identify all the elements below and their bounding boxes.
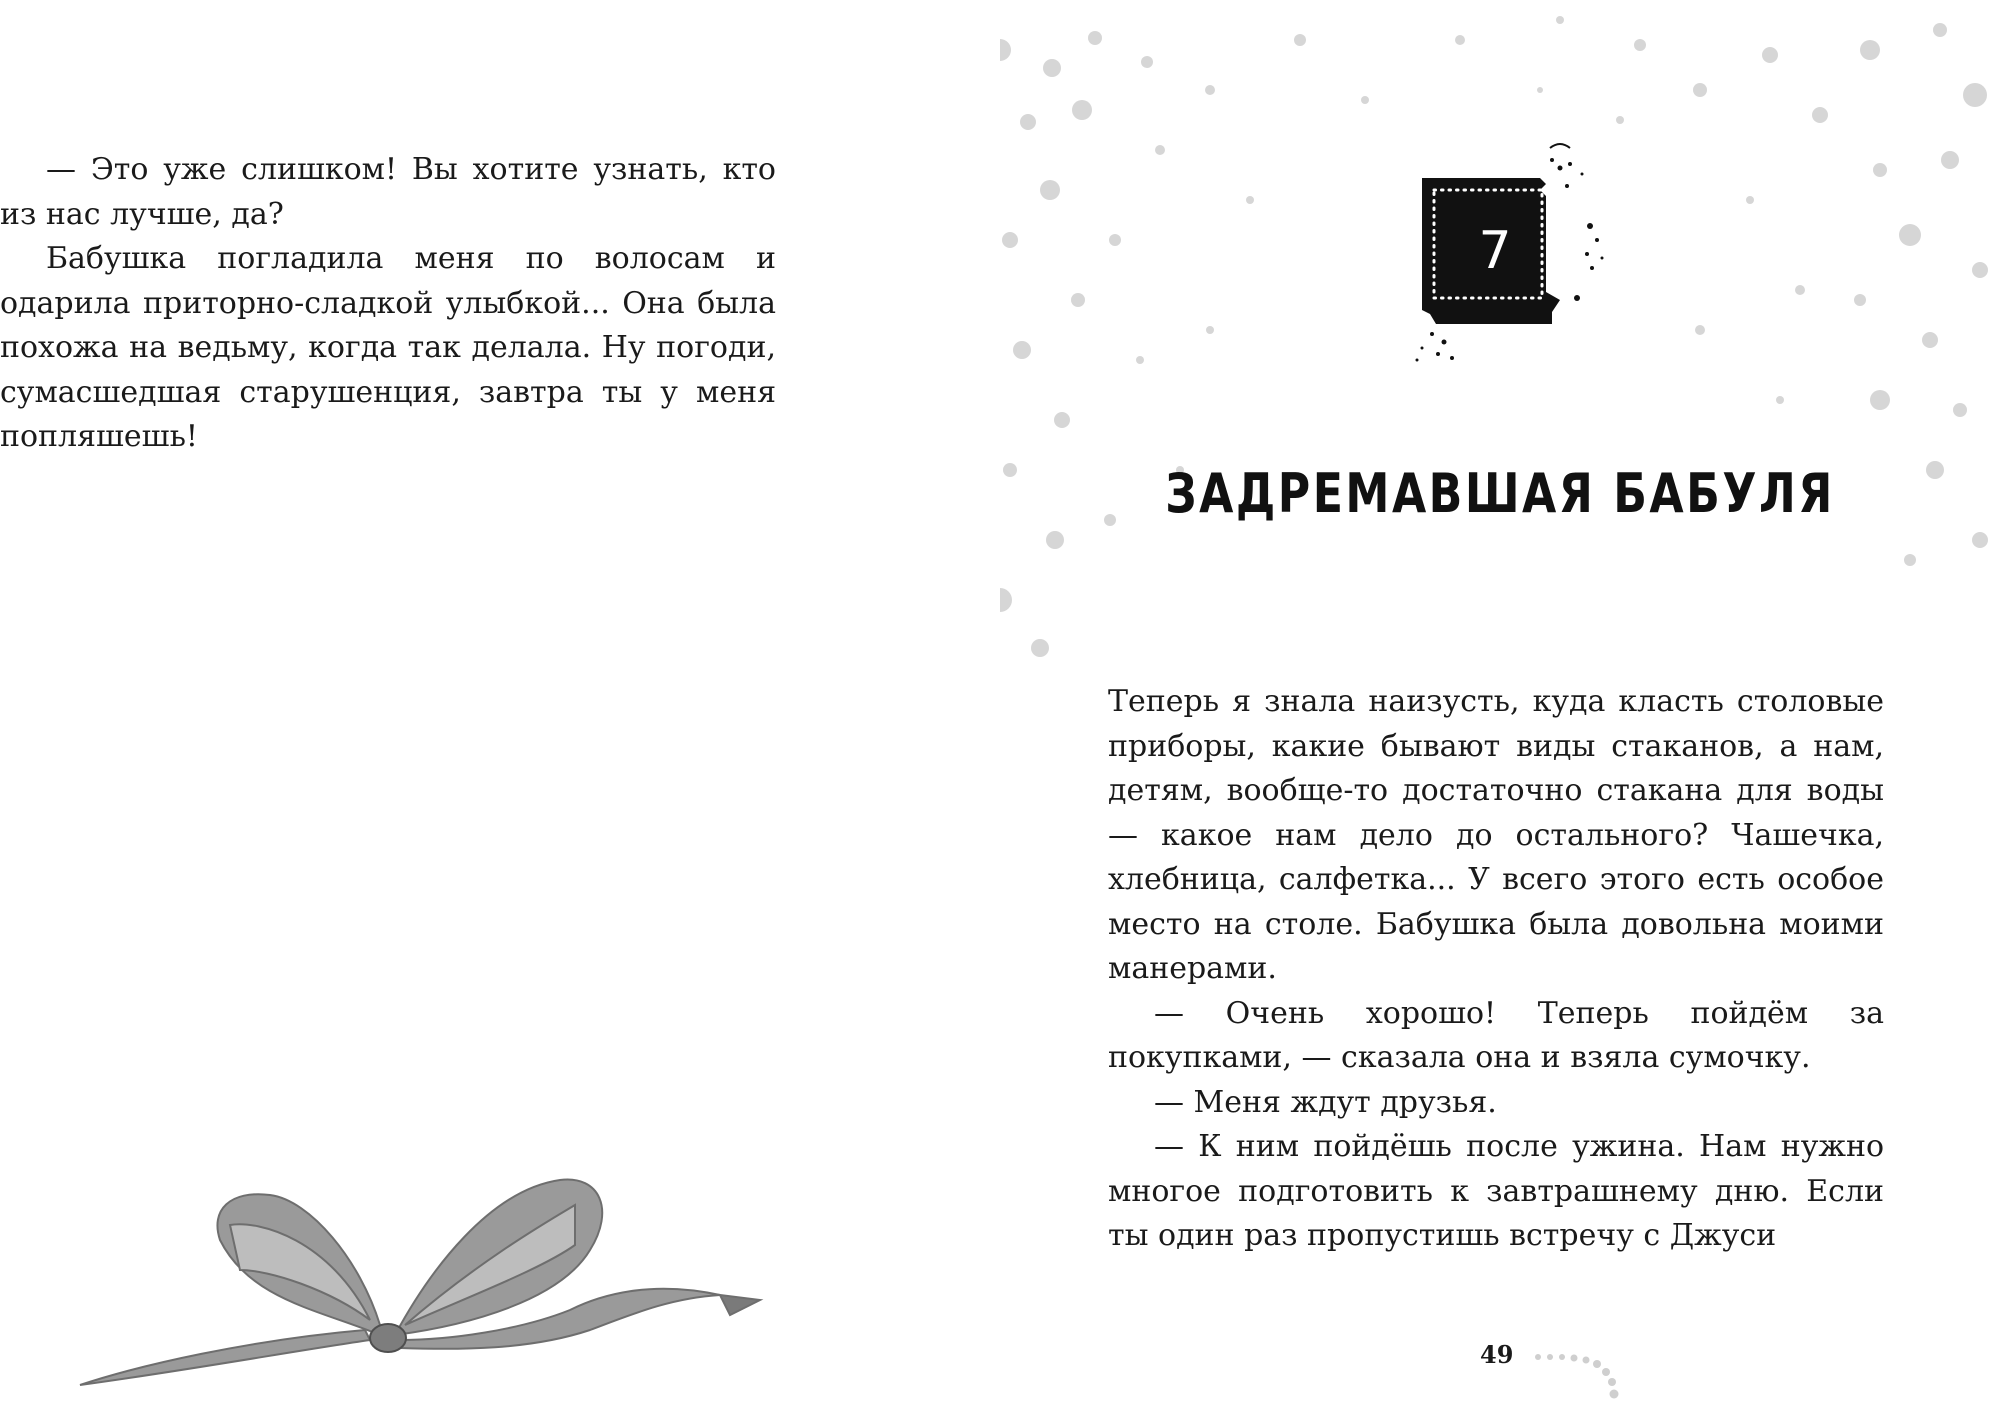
splatter-decoration (1392, 138, 1612, 378)
paragraph: — Это уже слишком! Вы хотите узнать, кто из нас лучше, да? (0, 152, 776, 232)
paragraph: — К ним пойдёшь после ужина. Нам нужно многое подготовить к завтрашнему дню. Если ты один раз пропустишь встречу с Джуси (1108, 1129, 1884, 1253)
chapter-number-badge (1422, 178, 1568, 324)
paragraph: — Очень хорошо! Теперь пойдём за покупками, — сказала она и взяла сумочку. (1108, 995, 1884, 1075)
paragraph: — Меня ждут друзья. (1154, 1084, 1497, 1120)
page-number: 49 (1480, 1340, 1514, 1369)
ribbon-bow-illustration (70, 1150, 770, 1390)
chapter-number: 7 (1478, 221, 1512, 281)
right-page (1000, 0, 2000, 1409)
left-page-text (0, 148, 776, 460)
right-page-text (1108, 680, 1884, 1259)
chapter-title: ЗАДРЕМАВШАЯ БАБУЛЯ (1165, 462, 1835, 525)
paragraph: Теперь я знала наизусть, куда класть столовые приборы, какие бывают виды стаканов, а нам, детям, вообще-то достаточно стакана для воды — какое нам дело до остального? Чашечка, хлебница, салфетка... У всего этого есть особое место на столе. Бабушка была довольна моими манерами. (1108, 684, 1884, 986)
paragraph: Бабушка погладила меня по волосам и одарила приторно-сладкой улыбкой... Она была похожа на ведьму, когда так делала. Ну погоди, сумасшедшая старушенция, завтра ты у меня попляшешь! (0, 241, 776, 454)
